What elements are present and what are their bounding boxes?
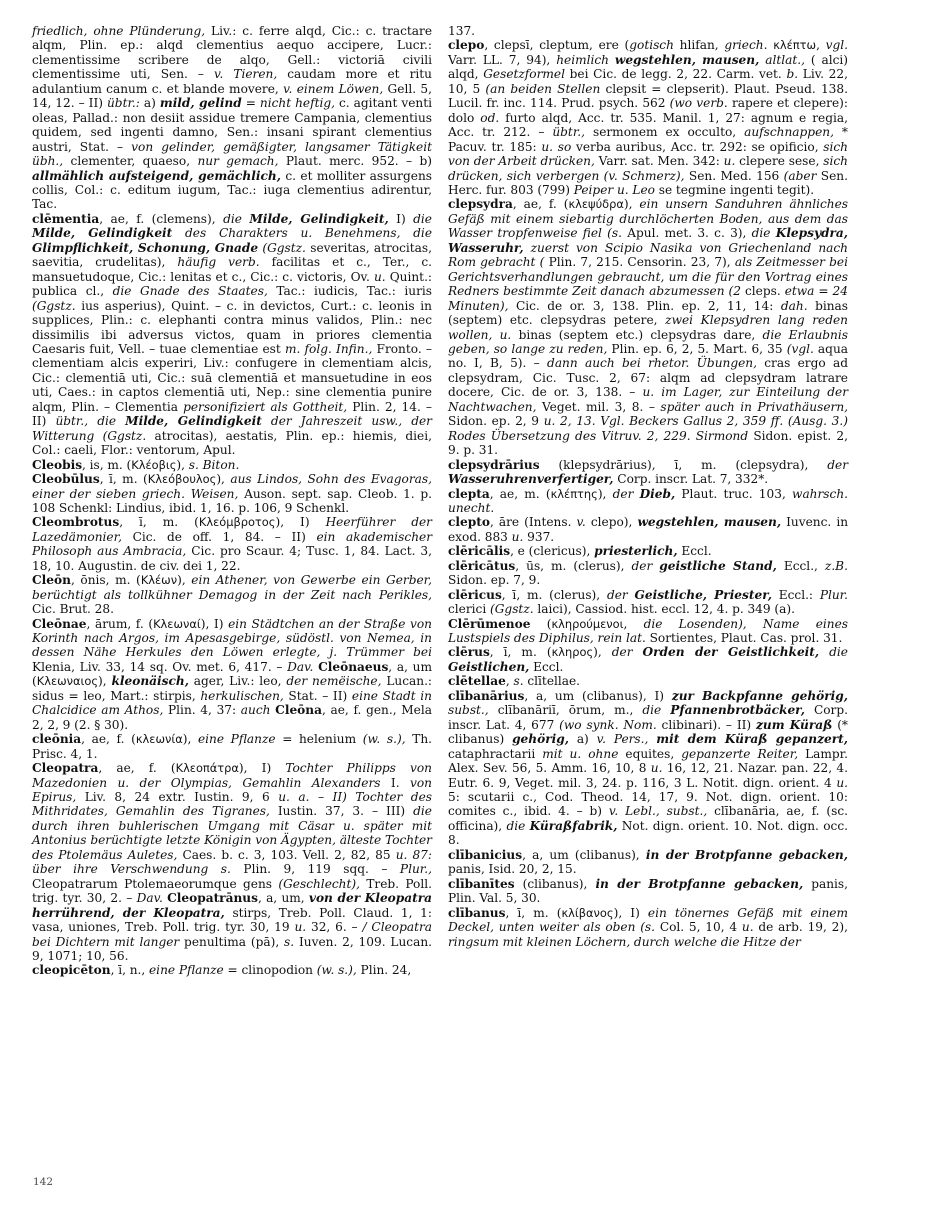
dictionary-entry: clēricālis, e (clericus), priesterlich, Eccl. <box>448 544 712 559</box>
dictionary-entry: clēmentia, ae, f. (clemens), die Milde, Gelindigkeit, I) die Milde, Gelindigkeit des Charakters u. Benehmens, die Glimpflichkeit, Schonung, Gnade (Ggstz. severitas, atrocitas, saevitia, crudelitas), häufig verb. facilitas et c., Ter., c. mansuetudoque, Cic.: lenitas et c., Cic.: c. victoris, Ov. u. Quint.: publica cl., die Gnade des Staates, Tac.: iudicis, Tac.: iuris (Ggstz. ius asperius), Quint. – c. in devictos, Curt.: c. leonis in supplices, Plin.: c. elephanti contra minus validos, Plin.: nec dissimilis ibi adversus victos, quam in priores clementia Caesaris fuit, Vell. – tuae clementiae est m. folg. Infin., Fronto. – clementiam alcis experiri, Liv.: confugere in clementiam alcis, Cic.: clementiā uti, Cic.: suā clementiā et mansuetudine in eos uti, Caes.: in captos clementiā uti, Nep.: sine clementia punire alqm, Plin. – Clementia personifiziert als Gottheit, Plin. 2, 14. – II) übtr., die Milde, Gelindigkeit der Jahreszeit usw., der Witterung (Ggstz. atrocitas), aestatis, Plin. ep.: hiemis, diei, Col.: caeli, Flor.: ventorum, Apul. <box>32 211 433 458</box>
right-column <box>448 24 848 949</box>
dictionary-entry: Cleōn, ōnis, m. (Κλέων), ein Athener, von Gewerbe ein Gerber, berüchtigt als tollkühner Demagog in der Zeit nach Perikles, Cic. Brut. 28. <box>32 573 433 617</box>
dictionary-entry: Cleombrotus, ī, m. (Κλεόμβροτος), I) Heerführer der Lazedämonier, Cic. de off. 1, 84. – II) ein akademischer Philosoph aus Ambracia, Cic. pro Scaur. 4; Tusc. 1, 84. Lact. 3, 18, 10. Augustin. de civ. dei 1, 22. <box>32 515 432 573</box>
left-column <box>32 24 432 978</box>
dictionary-entry: clērus, ī, m. (κληρος), der Orden der Geistlichkeit, die Geistlichen, Eccl. <box>448 645 848 674</box>
dictionary-entry: clēricus, ī, m. (clerus), der Geistliche, Priester, Eccl.: Plur. clerici (Ggstz. laici), Cassiod. hist. eccl. 12, 4. p. 349 (a). <box>448 587 849 617</box>
dictionary-entry: clībanus, ī, m. (κλίβανος), I) ein tönernes Gefäß mit einem Deckel, unten weiter als oben (s. Col. 5, 10, 4 u. de arb. 19, 2), ringsum mit kleinen Löchern, durch welche die Hitze der <box>448 905 848 949</box>
two-column-text-body <box>32 24 904 1160</box>
dictionary-entry: clībanārius, a, um (clibanus), I) zur Backpfanne gehörig, subst., clībanāriī, ōrum, m., die Pfannenbrotbäcker, Corp. inscr. Lat. 4, 677 (wo synk. Nom. clibinari). – II) zum Küraß (* clibanus) gehörig, a) v. Pers., mit dem Küraß gepanzert, cataphractarii mit u. ohne equites, gepanzerte Reiter, Lampr. Alex. Sev. 56, 5. Amm. 16, 10, 8 u. 16, 12, 21. Nazar. pan. 22, 4. Eutr. 6. 9, Veget. mil. 3, 24. p. 116, 3 L. Notit. dign. orient. 4 u. 5: scutarii c., Cod. Theod. 14, 17, 9. Not. dign. orient. 10: comites c., ibid. 4. – b) v. Lebl., subst., clībanāria, ae, f. (sc. officina), die Küraßfabrik, Not. dign. orient. 10. Not. dign. occ. 8. <box>448 688 848 848</box>
entry-continuation: 137. <box>448 24 476 38</box>
dictionary-entry: clepo, clepsī, cleptum, ere (gotisch hlifan, griech. κλέπτω, vgl. Varr. LL. 7, 94), heimlich wegstehlen, mausen, altlat., ( alci) alqd, Gesetzformel bei Cic. de legg. 2, 22. Carm. vet. b. Liv. 22, 10, 5 (an beiden Stellen clepsit = clepserit). Plaut. Pseud. 138. Lucil. fr. inc. 114. Prud. psych. 562 (wo verb. rapere et clepere): dolo od. furto alqd, Acc. tr. 535. Manil. 1, 27: agnum e regia, Acc. tr. 212. – übtr., sermonem ex occulto, aufschnappen, * Pacuv. tr. 185: u. so verba auribus, Acc. tr. 292: se opificio, sich von der Arbeit drücken, Varr. sat. Men. 342: u. clepere sese, sich drücken, sich verbergen (v. Schmerz), Sen. Med. 156 (aber Sen. Herc. fur. 803 (799) Peiper u. Leo se tegmine ingenti tegit). <box>448 38 849 197</box>
dictionary-entry: Cleōnae, ārum, f. (Κλεωναί), I) ein Städtchen an der Straße von Korinth nach Argos, im Apesasgebirge, südöstl. von Nemea, in dessen Nähe Herkules den Löwen erlegte, j. Trümmer bei Klenia, Liv. 33, 14 sq. Ov. met. 6, 417. – Dav. Cleōnaeus, a, um (Κλεωναιος), kleonäisch, ager, Liv.: leo, der nemëische, Lucan.: sidus = leo, Mart.: stirpis, herkulischen, Stat. – II) eine Stadt in Chalcidice am Athos, Plin. 4, 37: auch Cleōna, ae, f. gen., Mela 2, 2, 9 (2. § 30). <box>32 616 433 732</box>
dictionary-entry: clepta, ae, m. (κλέπτης), der Dieb, Plaut. truc. 103, wahrsch. unecht. <box>448 486 849 515</box>
dictionary-entry: Cleopatra, ae, f. (Κλεοπάτρα), I) Tochter Philipps von Mazedonien u. der Olympias, Gemahlin Alexanders I. von Epirus, Liv. 8, 24 extr. Iustin. 9, 6 u. a. – II) Tochter des Mithridates, Gemahlin des Tigranes, Iustin. 37, 3. – III) die durch ihren buhlerischen Umgang mit Cäsar u. später mit Antonius berüchtigte letzte Königin von Ägypten, älteste Tochter des Ptolemäus Auletes, Caes. b. c. 3, 103. Vell. 2, 82, 85 u. 87: über ihre Verschwendung s. Plin. 9, 119 sqq. – Plur., Cleopatrarum Ptolemaeorumque gens (Geschlecht), Treb. Poll. trig. tyr. 30, 2. – Dav. Cleopatrānus, a, um, von der Kleopatra herrührend, der Kleopatra, stirps, Treb. Poll. Claud. 1, 1: vasa, uniones, Treb. Poll. trig. tyr. 30, 19 u. 32, 6. – / Cleopatra bei Dichtern mit langer penultima (pā), s. Iuven. 2, 109. Lucan. 9, 1071; 10, 56. <box>32 761 433 963</box>
dictionary-entry: Cleobis, is, m. (Κλέοβις), s. Biton. <box>32 457 240 472</box>
dictionary-entry: cleopicēton, ī, n., eine Pflanze = clinopodion (w. s.), Plin. 24, <box>32 963 412 978</box>
dictionary-entry: clētellae, s. clītellae. <box>448 674 581 689</box>
dictionary-entry: Clērūmenoe (κληρούμενοι, die Losenden), Name eines Lustspiels des Diphilus, rein lat. Sortientes, Plaut. Cas. prol. 31. <box>448 616 848 646</box>
dictionary-entry: clepsydra, ae, f. (κλεψύδρα), ein unsern Sanduhren ähnliches Gefäß mit einem siebartig durchlöcherten Boden, aus dem das Wasser tropfenweise fiel (s. Apul. met. 3. c. 3), die Klepsydra, Wasseruhr, zuerst von Scipio Nasika von Griechenland nach Rom gebracht ( Plin. 7, 215. Censorin. 23, 7), als Zeitmesser bei Gerichtsverhandlungen gebraucht, um die für den Vortrag eines Redners bestimmte Zeit danach abzumessen (2 cleps. etwa = 24 Minuten), Cic. de or. 3, 138. Plin. ep. 2, 11, 14: dah. binas (septem) etc. clepsydras petere, zwei Klepsydren lang reden wollen, u. binas (septem etc.) clepsydras dare, die Erlaubnis geben, so lange zu reden, Plin. ep. 6, 2, 5. Mart. 6, 35 (vgl. aqua no. I, B, 5). – dann auch bei rhetor. Übungen, cras ergo ad clepsydram, Cic. Tusc. 2, 67: alqm ad clepsydram latrare docere, Cic. de or. 3, 138. – u. im Lager, zur Einteilung der Nachtwachen, Veget. mil. 3, 8. – später auch in Privathäusern, Sidon. ep. 2, 9 u. 2, 13. Vgl. Beckers Gallus 2, 359 ff. (Ausg. 3.) Rodes Übersetzung des Vitruv. 2, 229. Sirmond Sidon. epist. 2, 9. p. 31. <box>448 197 849 458</box>
dictionary-entry: clepsydrārius (klepsydrārius), ī, m. (clepsydra), der Wasseruhrenverfertiger, Corp. inscr. Lat. 7, 332*. <box>448 457 848 487</box>
dictionary-entry: cleōnia, ae, f. (κλεωνία), eine Pflanze = helenium (w. s.), Th. Prisc. 4, 1. <box>32 732 432 761</box>
dictionary-entry: clēricātus, ūs, m. (clerus), der geistliche Stand, Eccl., z.B. Sidon. ep. 7, 9. <box>448 558 848 588</box>
dictionary-entry: clībanicius, a, um (clibanus), in der Brotpfanne gebacken, panis, Isid. 20, 2, 15. <box>448 847 848 877</box>
dictionary-entry: clepto, āre (Intens. v. clepo), wegstehlen, mausen, Iuvenc. in exod. 883 u. 937. <box>448 515 849 544</box>
page-number: 142 <box>33 1176 54 1188</box>
dictionary-entry: clībanītes (clibanus), in der Brotpfanne gebacken, panis, Plin. Val. 5, 30. <box>448 876 849 906</box>
dictionary-entry: Cleobūlus, ī, m. (Κλεόβουλος), aus Lindos, Sohn des Evagoras, einer der sieben griech. Weisen, Auson. sept. sap. Cleob. 1. p. 108 Schenkl: Lindius, ibid. 1, 16. p. 106, 9 Schenkl. <box>32 472 433 515</box>
entry-continuation: friedlich, ohne Plünderung, Liv.: c. ferre alqd, Cic.: c. tractare alqm, Plin. ep.: alqd clementius aequo accipere, Lucr.: clementissime scribere de alqo, Gell.: victoriā civili clementissime uti, Sen. – v. Tieren, caudam more et ritu adulantium canum c. et blande movere, v. einem Löwen, Gell. 5, 14, 12. – II) übtr.: a) mild, gelind = nicht heftig, c. agitant venti oleas, Pallad.: non desiit assidue tremere Campania, clementius quidem, sed ingenti damno, Sen.: insani spirant clementius austri, Stat. – von gelinder, gemäßigter, langsamer Tätigkeit übh., clementer, quaeso, nur gemach, Plaut. merc. 952. – b) allmählich aufsteigend, gemächlich, c. et molliter assurgens collis, Col.: c. editum iugum, Tac.: iuga clementius adirentur, Tac. <box>32 24 433 212</box>
